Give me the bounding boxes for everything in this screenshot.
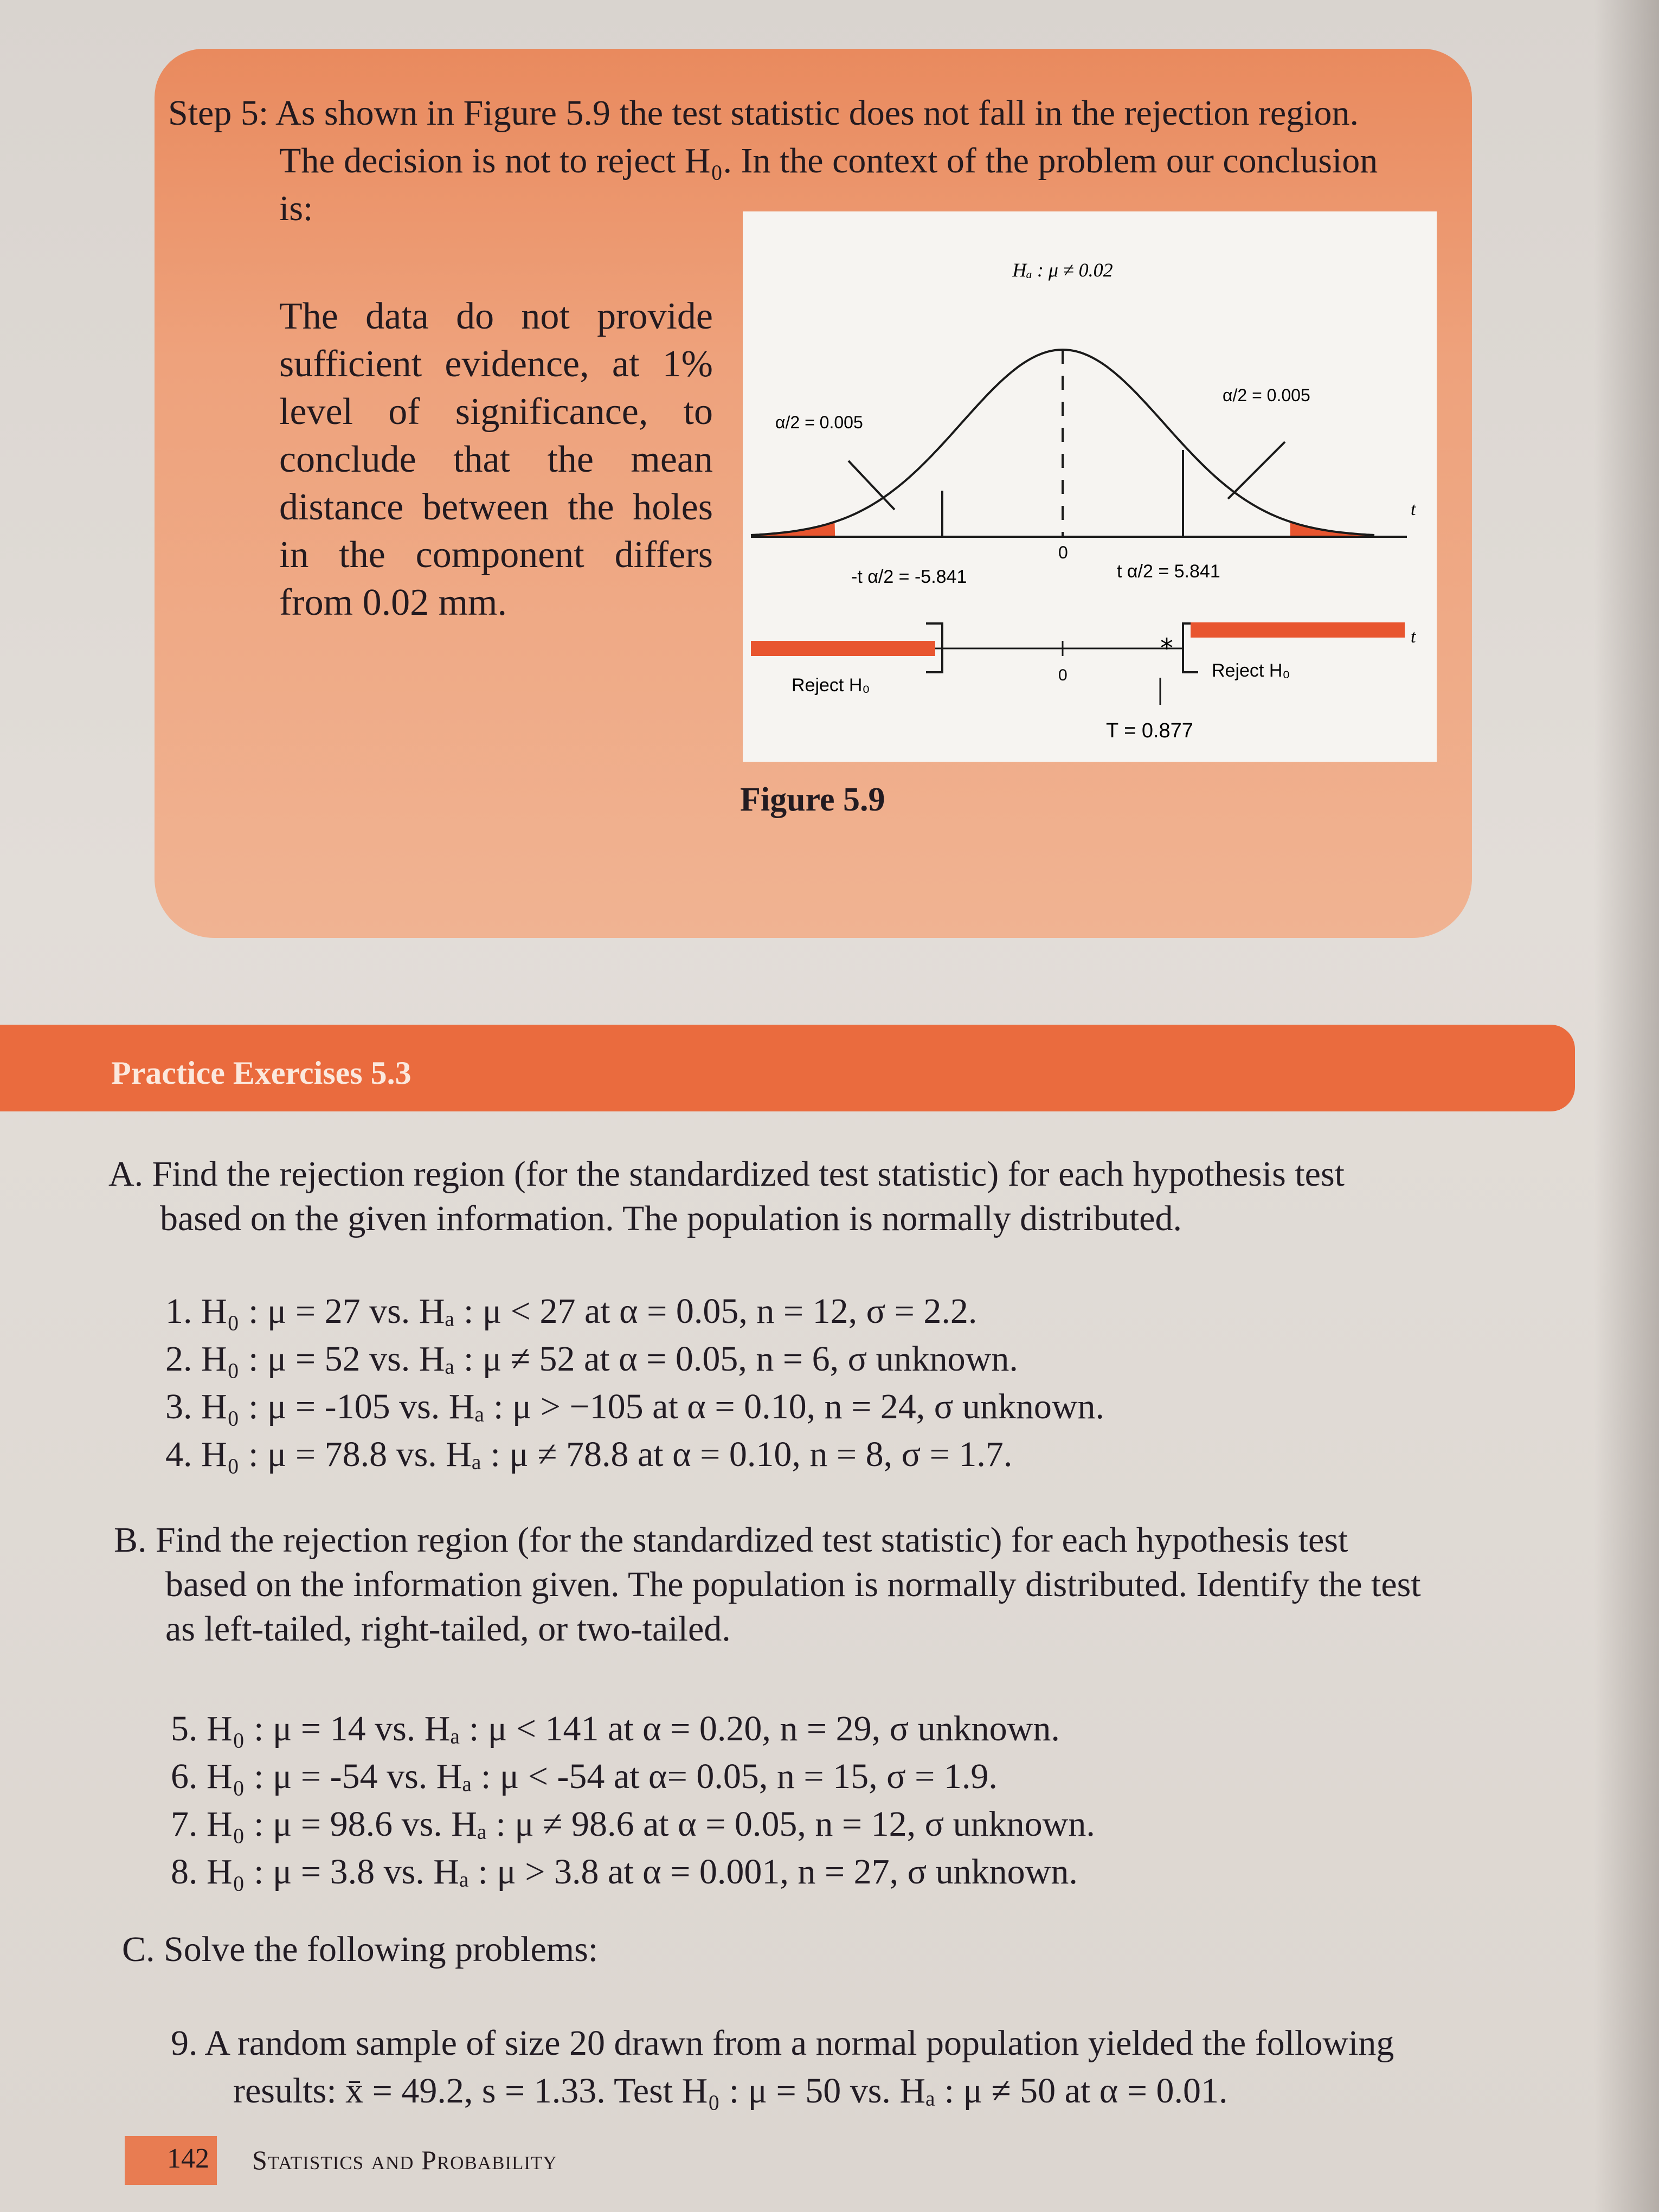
exercise-item: 8. H₀ : μ = 3.8 vs. Hₐ : μ > 3.8 at α = 0.001, n = 27, σ unknown. [171, 1852, 1078, 1892]
page-number-tab [125, 2136, 217, 2185]
reject-left-label: Reject H₀ [792, 675, 870, 696]
figure-caption: Figure 5.9 [740, 781, 885, 818]
page-number: 142 [167, 2143, 209, 2174]
right-critical-label: t α/2 = 5.841 [1117, 561, 1220, 582]
reject-right-label: Reject H₀ [1212, 660, 1290, 681]
section-a-items [165, 1288, 1104, 1478]
book-title: Statistics and Probability [252, 2145, 557, 2175]
left-tail-label: α/2 = 0.005 [775, 413, 863, 432]
exercise-item-9-line1: 9. A random sample of size 20 drawn from a normal population yielded the following [171, 2023, 1394, 2063]
zero-label-bottom: 0 [1058, 666, 1068, 684]
figure-5-9 [743, 211, 1437, 762]
exercise-item: 6. H₀ : μ = -54 vs. Hₐ : μ < -54 at α= 0.05, n = 15, σ = 1.9. [171, 1757, 998, 1796]
section-b-instructions [114, 1518, 1523, 1651]
page-spine-shadow [1594, 0, 1659, 2212]
t-distribution-chart [743, 211, 1437, 762]
section-b-items [171, 1705, 1095, 1896]
axis-var-label-bottom: t [1411, 627, 1416, 647]
reject-bar-right [1191, 622, 1405, 638]
exercise-item: 2. H₀ : μ = 52 vs. Hₐ : μ ≠ 52 at α = 0.05, n = 6, σ unknown. [165, 1339, 1018, 1379]
section-c-title: C. Solve the following problems: [122, 1930, 599, 1969]
exercise-item: 7. H₀ : μ = 98.6 vs. Hₐ : μ ≠ 98.6 at α = 0.05, n = 12, σ unknown. [171, 1804, 1095, 1844]
right-pointer [1228, 442, 1285, 499]
axis-var-label: t [1411, 499, 1416, 519]
step5-line3: is: [279, 189, 313, 228]
zero-label: 0 [1058, 543, 1068, 562]
section-b-line1: B. Find the rejection region (for the standardized test statistic) for each hypothesis test [114, 1520, 1348, 1560]
section-a-line1: A. Find the rejection region (for the standardized test statistic) for each hypothesis test [108, 1154, 1345, 1194]
test-stat-marker: * [1160, 633, 1173, 664]
test-stat-label: T = 0.877 [1106, 719, 1193, 742]
right-tail-label: α/2 = 0.005 [1223, 385, 1310, 405]
section-c-item9 [171, 2020, 1394, 2115]
left-critical-label: -t α/2 = -5.841 [851, 567, 967, 587]
section-b-line3: as left-tailed, right-tailed, or two-tailed. [165, 1609, 731, 1649]
section-b-line2: based on the information given. The population is normally distributed. Identify the test [165, 1565, 1421, 1604]
exercise-item-9-line2: results: x̄ = 49.2, s = 1.33. Test H₀ : μ = 50 vs. Hₐ : μ ≠ 50 at α = 0.01. [233, 2071, 1228, 2111]
left-pointer [848, 461, 895, 510]
chart-title: Hₐ : μ ≠ 0.02 [1012, 259, 1113, 281]
step5-line1: Step 5: As shown in Figure 5.9 the test statistic does not fall in the rejection region. [168, 93, 1359, 133]
section-a-line2: based on the given information. The population is normally distributed. [160, 1199, 1182, 1238]
conclusion-text: The data do not provide sufficient evidence, at 1% level of significance, to conclude that the mean distance between the holes in the component differs from 0.02 mm. [279, 295, 713, 623]
practice-title: Practice Exercises 5.3 [111, 1055, 411, 1091]
reject-bar-left [751, 641, 935, 656]
step5-line2: The decision is not to reject H₀. In the context of the problem our conclusion [279, 141, 1378, 181]
exercise-item: 4. H₀ : μ = 78.8 vs. Hₐ : μ ≠ 78.8 at α = 0.10, n = 8, σ = 1.7. [165, 1435, 1013, 1474]
exercise-item: 1. H₀ : μ = 27 vs. Hₐ : μ < 27 at α = 0.05, n = 12, σ = 2.2. [165, 1291, 978, 1331]
exercise-item: 3. H₀ : μ = -105 vs. Hₐ : μ > −105 at α = 0.10, n = 24, σ unknown. [165, 1387, 1105, 1426]
section-a-instructions [108, 1152, 1518, 1241]
exercise-item: 5. H₀ : μ = 14 vs. Hₐ : μ < 141 at α = 0.20, n = 29, σ unknown. [171, 1709, 1060, 1748]
